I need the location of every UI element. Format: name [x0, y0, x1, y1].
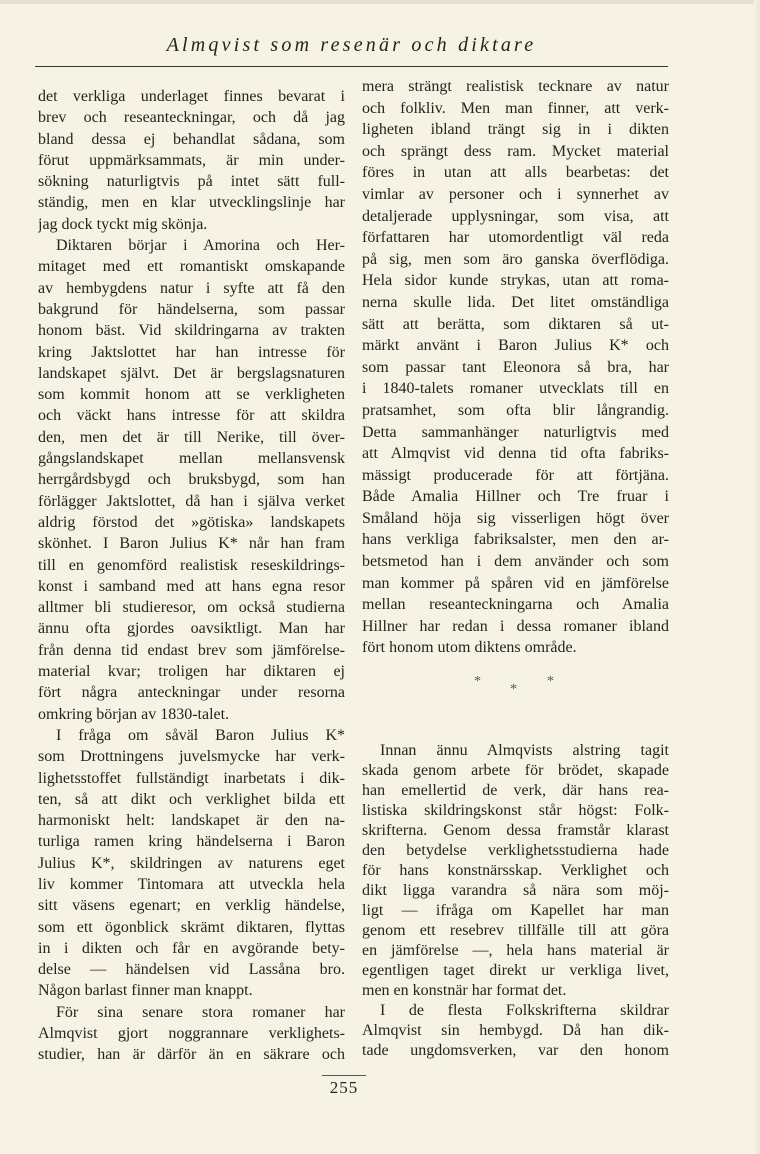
text-line: skada genom arbete för brödet, skapade — [362, 762, 669, 779]
text-line: och sprängt dess ram. Mycket material — [362, 142, 669, 160]
text-line: Både Amalia Hillner och Tre fruar i — [362, 488, 669, 506]
text-line: skönhet. I Baron Julius K* når han fram — [38, 535, 345, 553]
text-line: den betydelse verklighetsstudierna hade — [362, 842, 669, 859]
text-line: Julius K*, skildringen av naturens eget — [38, 854, 345, 872]
text-line: material kvar; troligen har diktaren ej — [38, 663, 345, 681]
text-line: ligheten ibland trängt sig in i dikten — [362, 121, 669, 139]
text-line: dikt ligga varandra så nära som möj- — [362, 882, 669, 899]
text-line: Innan ännu Almqvists alstring tagit — [380, 742, 669, 759]
text-line: betsmetod han i dem använder och som — [362, 553, 669, 571]
text-line: landskapet självt. Det är bergslagsnaturen — [38, 364, 345, 382]
text-line: som kommit honom att se verkligheten — [38, 386, 345, 404]
text-line: till en genomförd realistisk reseskildrings- — [38, 556, 345, 574]
text-line: märkt använt i Baron Julius K* och — [362, 337, 669, 355]
text-line: genom ett resebrev tillfälle till att göra — [362, 922, 669, 939]
text-line: brev och reseanteckningar, och då jag — [38, 109, 345, 127]
text-line: sökning naturligtvis på intet sätt full- — [38, 173, 345, 191]
text-line: och folkliv. Men man finner, att verk- — [362, 99, 669, 117]
text-line: som Drottningens juvelsmycke har verk- — [38, 748, 345, 766]
right-column-bottom — [362, 741, 669, 1061]
scan-right-edge — [754, 0, 760, 1154]
text-line: ständig, men en klar utvecklingslinje har — [38, 194, 345, 212]
text-line: bakgrund för händelserna, som passar — [38, 300, 345, 318]
text-line: ligt — ifråga om Kapellet har man — [362, 902, 669, 919]
scan-top-edge — [0, 0, 760, 4]
running-head: Almqvist som resenär och diktare — [166, 34, 537, 56]
section-break-asterisk: * — [474, 674, 481, 689]
text-line: Hela sidor kunde strykas, utan att roma- — [362, 272, 669, 290]
text-line: Någon barlast finner man knappt. — [38, 982, 253, 1000]
text-line: fört honom utom diktens område. — [362, 639, 577, 657]
text-line: Diktaren börjar i Amorina och Her- — [56, 237, 345, 255]
text-line: det verkliga underlaget finnes bevarat i — [38, 88, 345, 105]
text-line: författaren har utomordentligt väl reda — [362, 229, 669, 247]
text-line: sitt väsens egenart; en verklig händelse, — [38, 897, 345, 915]
text-line: omkring början av 1830-talet. — [38, 705, 230, 723]
header-rule — [35, 66, 668, 67]
text-line: vimlar av personer och i synnerhet av — [362, 185, 669, 203]
right-column-top — [362, 76, 669, 659]
text-line: kring Jaktslottet har han intresse för — [38, 343, 345, 361]
text-line: ten, så att dikt och verklighet bilda ett — [38, 790, 345, 808]
text-line: som ett ögonblick skrämt diktaren, flyttas — [38, 918, 345, 936]
text-line: pratsamhet, som ofta blir långrandig. — [362, 401, 669, 419]
text-line: skrifterna. Genom dessa framstår klarast — [362, 822, 669, 839]
left-column — [38, 86, 345, 1066]
text-line: egentligen taget direkt ur verkliga livet, — [362, 962, 669, 979]
text-line: förlägger Jaktslottet, då han i själva verket — [38, 492, 345, 510]
text-line: fört några anteckningar under resorna — [38, 684, 345, 702]
text-line: lighetsstoffet fullständigt inarbetats i dik- — [38, 769, 345, 787]
text-line: mitaget med ett romantiskt omskapande — [38, 258, 345, 276]
text-line: listiska skildringskonst står högst: Folk- — [362, 802, 669, 819]
page-number: 255 — [329, 1078, 359, 1097]
text-line: mera strängt realistisk tecknare av natur — [362, 78, 669, 95]
text-line: men en konstnär har format det. — [362, 982, 567, 999]
text-line: av hembygdens natur i syfte att få den — [38, 279, 345, 297]
text-line: harmoniskt helt: landskapet är den na- — [38, 812, 345, 830]
text-line: nerna skulle lida. Det litet omständliga — [362, 293, 669, 311]
text-line: I de flesta Folkskrifterna skildrar — [380, 1002, 669, 1019]
text-line: För sina senare stora romaner har — [56, 1003, 345, 1021]
text-line: in i dikten och får en avgörande bety- — [38, 939, 345, 957]
text-line: jag dock tyckt mig skönja. — [38, 215, 208, 233]
text-line: delse — händelsen vid Lassåna bro. — [38, 961, 345, 979]
text-line: att Almqvist vid denna tid ofta fabriks- — [362, 445, 669, 463]
text-line: sätt att berätta, som diktaren så ut- — [362, 315, 669, 333]
text-line: förut uppmärksammats, är min under- — [38, 151, 345, 169]
text-line: studier, han är därför än en säkrare och — [38, 1046, 345, 1064]
text-line: en jämförelse —, hela hans material är — [362, 942, 669, 959]
page-number-rule — [322, 1075, 366, 1076]
text-line: för hans konstnärsskap. Verklighet och — [362, 862, 669, 879]
text-line: Småland höja sig visserligen högt över — [362, 509, 669, 527]
text-line: bland dessa ej behandlat sådana, som — [38, 130, 345, 148]
text-line: hans verkliga fabriksalster, men den ar- — [362, 531, 669, 549]
text-line: konst i samband med att hans egna resor — [38, 577, 345, 595]
text-line: detaljerade upplysningar, som visa, att — [362, 207, 669, 225]
text-line: i 1840-talets romaner utvecklats till en — [362, 380, 669, 398]
text-line: I fråga om såväl Baron Julius K* — [56, 726, 345, 744]
text-line: föres in utan att alls bearbetas: det — [362, 164, 669, 182]
text-line: ännu ofta gjordes oavsiktligt. Man har — [38, 620, 345, 638]
text-line: alltmer bli studieresor, om också studierna — [38, 599, 345, 617]
text-line: Almqvist gjort noggrannare verklighets- — [38, 1025, 345, 1043]
text-line: tade ungdomsverken, var den honom — [362, 1042, 669, 1059]
text-line: Hillner har redan i dessa romaner ibland — [362, 617, 669, 635]
text-line: liv kommer Tintomara att utveckla hela — [38, 875, 345, 893]
text-line: och väckt hans intresse för att skildra — [38, 407, 345, 425]
text-line: som passar tant Eleonora så bra, har — [362, 358, 669, 376]
section-break-asterisk: * — [547, 674, 554, 689]
text-line: på sig, men som äro ganska överflödiga. — [362, 250, 669, 268]
text-line: han emellertid de verk, där hans rea- — [362, 782, 669, 799]
text-line: Almqvist sin hembygd. Då han dik- — [362, 1022, 669, 1039]
text-line: mässigt producerade för att förtjäna. — [362, 466, 669, 484]
text-line: gångslandskapet mellan mellansvensk — [38, 450, 345, 468]
text-line: Detta sammanhänger naturligtvis med — [362, 423, 669, 441]
text-line: mellan reseanteckningarna och Amalia — [362, 596, 669, 614]
section-break-asterisk: * — [510, 682, 517, 697]
text-line: turliga ramen kring händelserna i Baron — [38, 833, 345, 851]
text-line: herrgårdsbygd och bruksbygd, som han — [38, 471, 345, 489]
text-line: den, men det är till Nerike, till över- — [38, 428, 345, 446]
text-line: från denna tid endast brev som jämförelse- — [38, 641, 345, 659]
text-line: aldrig förstod det »götiska» landskapets — [38, 513, 345, 531]
text-line: man kommer på spåren vid en jämförelse — [362, 574, 669, 592]
text-line: honom bäst. Vid skildringarna av trakten — [38, 322, 345, 340]
